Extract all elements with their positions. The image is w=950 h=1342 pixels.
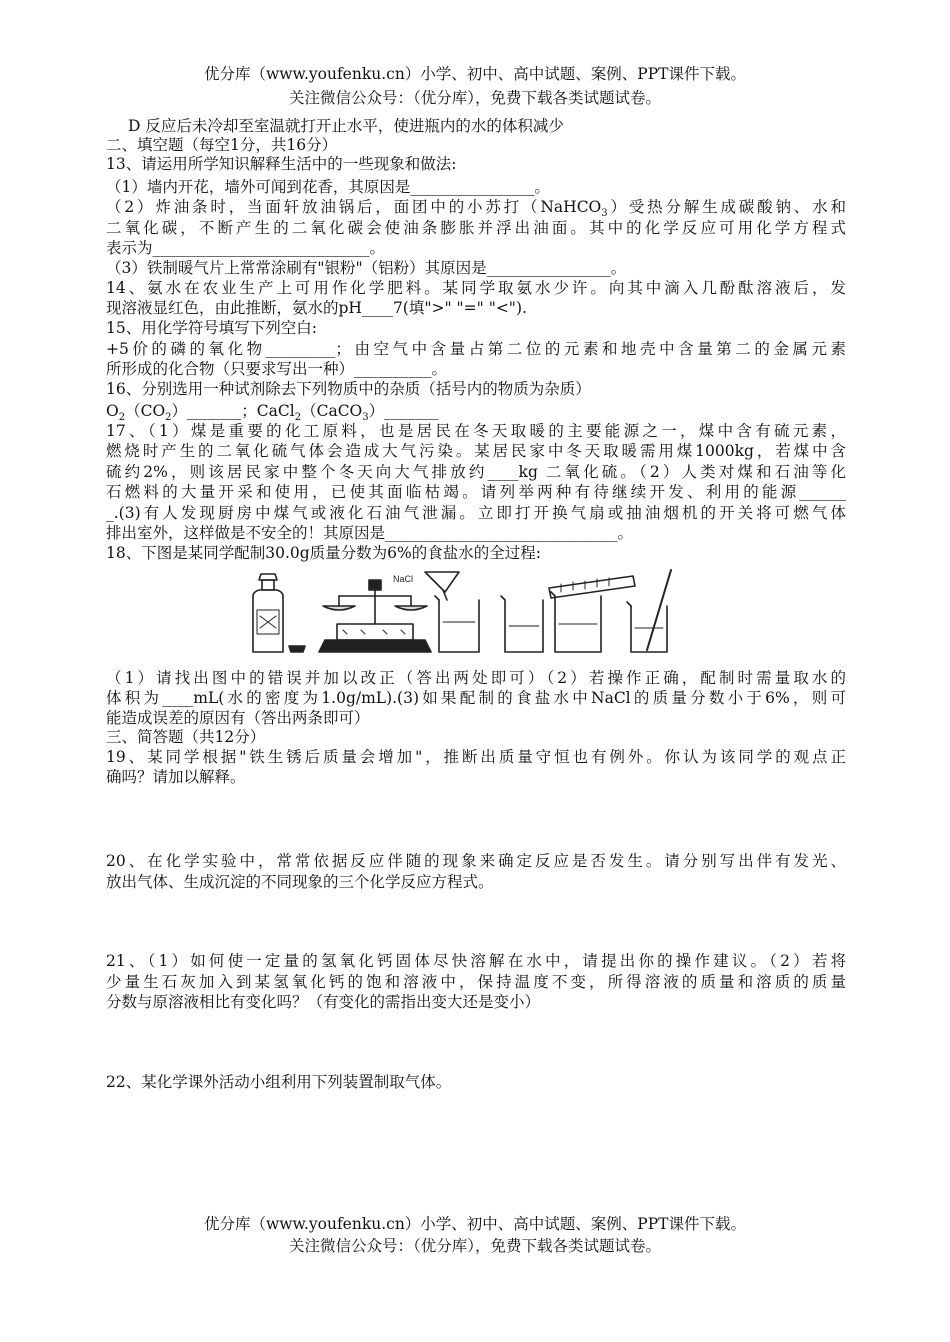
q17-line-2: 燃烧时产生的二氧化硫气体会造成大气污染。某居民家中冬天取暖需用煤1000kg，若煤中含	[106, 442, 846, 460]
q18-title: 18、下图是某同学配制30.0g质量分数为6%的食盐水的全过程:	[106, 544, 541, 562]
q21-line-1: 21、（1）如何使一定量的氢氧化钙固体尽快溶解在水中，请提出你的操作建议。（2）若将	[106, 952, 846, 970]
beaker-icon	[435, 596, 479, 652]
q20-line-2: 放出气体、生成沉淀的不同现象的三个化学反应方程式。	[106, 873, 494, 891]
balance-label: NaCl	[393, 574, 414, 584]
q19-line-2: 确吗？请加以解释。	[106, 768, 246, 786]
q13-part-2-line-1	[106, 197, 846, 220]
q16-end: ）_______	[368, 402, 439, 420]
q13-part-2-line-2: 二氧化碳，不断产生的二氧化碳会使油条膨胀并浮出油面。其中的化学反应可用化学方程式	[106, 219, 846, 237]
spatula-dish-icon	[289, 646, 305, 652]
balance-icon	[319, 574, 431, 652]
q13-part-3: （3）铁制暖气片上常常涂刷有"银粉"（铝粉）其原因是________________。	[106, 259, 627, 277]
q17-line-6: 排出室外，这样做是不安全的！其原因是______________________________。	[106, 524, 634, 542]
q13-2-text-b: ）受热分解生成碳酸钠、水和	[607, 198, 846, 216]
q13-part-1: （1）墙内开花，墙外可闻到花香，其原因是________________。	[106, 178, 550, 196]
q20-line-1: 20、在化学实验中，常常依据反应伴随的现象来确定反应是否发生。请分别写出伴有发光、	[106, 852, 846, 870]
section-3-title: 三、简答题（共12分）	[106, 728, 266, 746]
salt-solution-preparation-figure	[243, 566, 693, 662]
q16-line	[106, 401, 439, 424]
q18-line-1: （1）请找出图中的错误并加以改正（答出两处即可）（2）若操作正确，配制时需量取水的	[106, 669, 846, 687]
funnel-pour-icon	[425, 572, 459, 600]
q16-cacl2: ）_______；CaCl	[171, 402, 295, 420]
graduated-cylinder-icon	[549, 576, 635, 598]
q16-title: 16、分别选用一种试剂除去下列物质中的杂质（括号内的物质为杂质）	[106, 380, 591, 398]
reagent-bottle-icon	[253, 574, 283, 652]
beaker-icon	[501, 596, 543, 652]
footer-line-1: 优分库（www.youfenku.cn）小学、初中、高中试题、案例、PPT课件下载。	[203, 1215, 747, 1233]
q13-intro: 13、请运用所学知识解释生活中的一些现象和做法:	[106, 155, 457, 173]
q17-line-5: _.(3)有人发现厨房中煤气或液化石油气泄漏。立即打开换气扇或抽油烟机的开关将可燃气体	[106, 504, 846, 522]
q18-line-3: 能造成误差的原因有（答出两条即可）	[106, 709, 370, 727]
header-line-2: 关注微信公众号：（优分库），免费下载各类试题试卷。	[288, 89, 661, 107]
header-line-1: 优分库（www.youfenku.cn）小学、初中、高中试题、案例、PPT课件下载。	[203, 65, 747, 83]
q16-co2: （CO	[125, 402, 166, 420]
q17-line-1: 17、（1）煤是重要的化工原料，也是居民在冬天取暖的主要能源之一，煤中含有硫元素，	[106, 422, 846, 440]
q14-line-2: 现溶液显红色，由此推断，氨水的pH____7(填">" "=" "<").	[106, 299, 527, 317]
beaker-icon	[551, 592, 601, 652]
q21-line-2: 少量生石灰加入到某氢氧化钙的饱和溶液中，保持温度不变，所得溶液的质量和溶质的质量	[106, 973, 846, 991]
q16-caco3: （CaCO	[301, 402, 363, 420]
q16-sub-1: 2	[118, 412, 126, 424]
q14-line-1: 14、氨水在农业生产上可用作化学肥料。某同学取氨水少许。向其中滴入几酚酞溶液后，发	[106, 279, 846, 297]
q16-o2: O	[106, 402, 119, 420]
q13-2-subscript: 3	[601, 208, 608, 220]
q17-line-4: 石燃料的大量开采和使用，已使其面临枯竭。请列举两种有待继续开发、利用的能源______	[106, 483, 846, 501]
q16-sub-3: 2	[294, 412, 302, 424]
q21-line-3: 分数与原溶液相比有变化吗？（有变化的需指出变大还是变小）	[106, 993, 541, 1011]
q19-line-1: 19、某同学根据"铁生锈后质量会增加"，推断出质量守恒也有例外。你认为该同学的观点正	[106, 748, 846, 766]
q17-line-3: 硫约2%，则该居民家中整个冬天向大气排放约____kg 二氧化硫。（2）人类对煤和石油等化	[106, 463, 846, 481]
q15-line-1: +5价的磷的氧化物_________；由空气中含量占第二位的元素和地壳中含量第二的金属元素	[106, 340, 846, 358]
q16-sub-2: 2	[165, 412, 172, 424]
q13-2-text-a: （2）炸油条时，当面轩放油锅后，面团中的小苏打（NaHCO	[106, 198, 602, 216]
option-d: D 反应后未冷却至室温就打开止水平，使进瓶内的水的体积减少	[128, 117, 564, 135]
q22: 22、某化学课外活动小组利用下列装置制取气体。	[106, 1073, 452, 1091]
q18-line-2: 体积为____mL(水的密度为1.0g/mL).(3)如果配制的食盐水中NaCl的质量分数小于6%，则可	[106, 689, 846, 707]
section-2-title: 二、填空题（每空1分，共16分）	[106, 136, 338, 154]
q13-part-2-line-3: 表示为____________________________。	[106, 239, 386, 257]
q15-title: 15、用化学符号填写下列空白:	[106, 319, 317, 337]
q16-sub-4: 3	[362, 412, 369, 424]
footer-line-2: 关注微信公众号：（优分库），免费下载各类试题试卷。	[288, 1237, 661, 1255]
q15-line-2: 所形成的化合物（只要求写出一种）__________。	[106, 360, 448, 378]
